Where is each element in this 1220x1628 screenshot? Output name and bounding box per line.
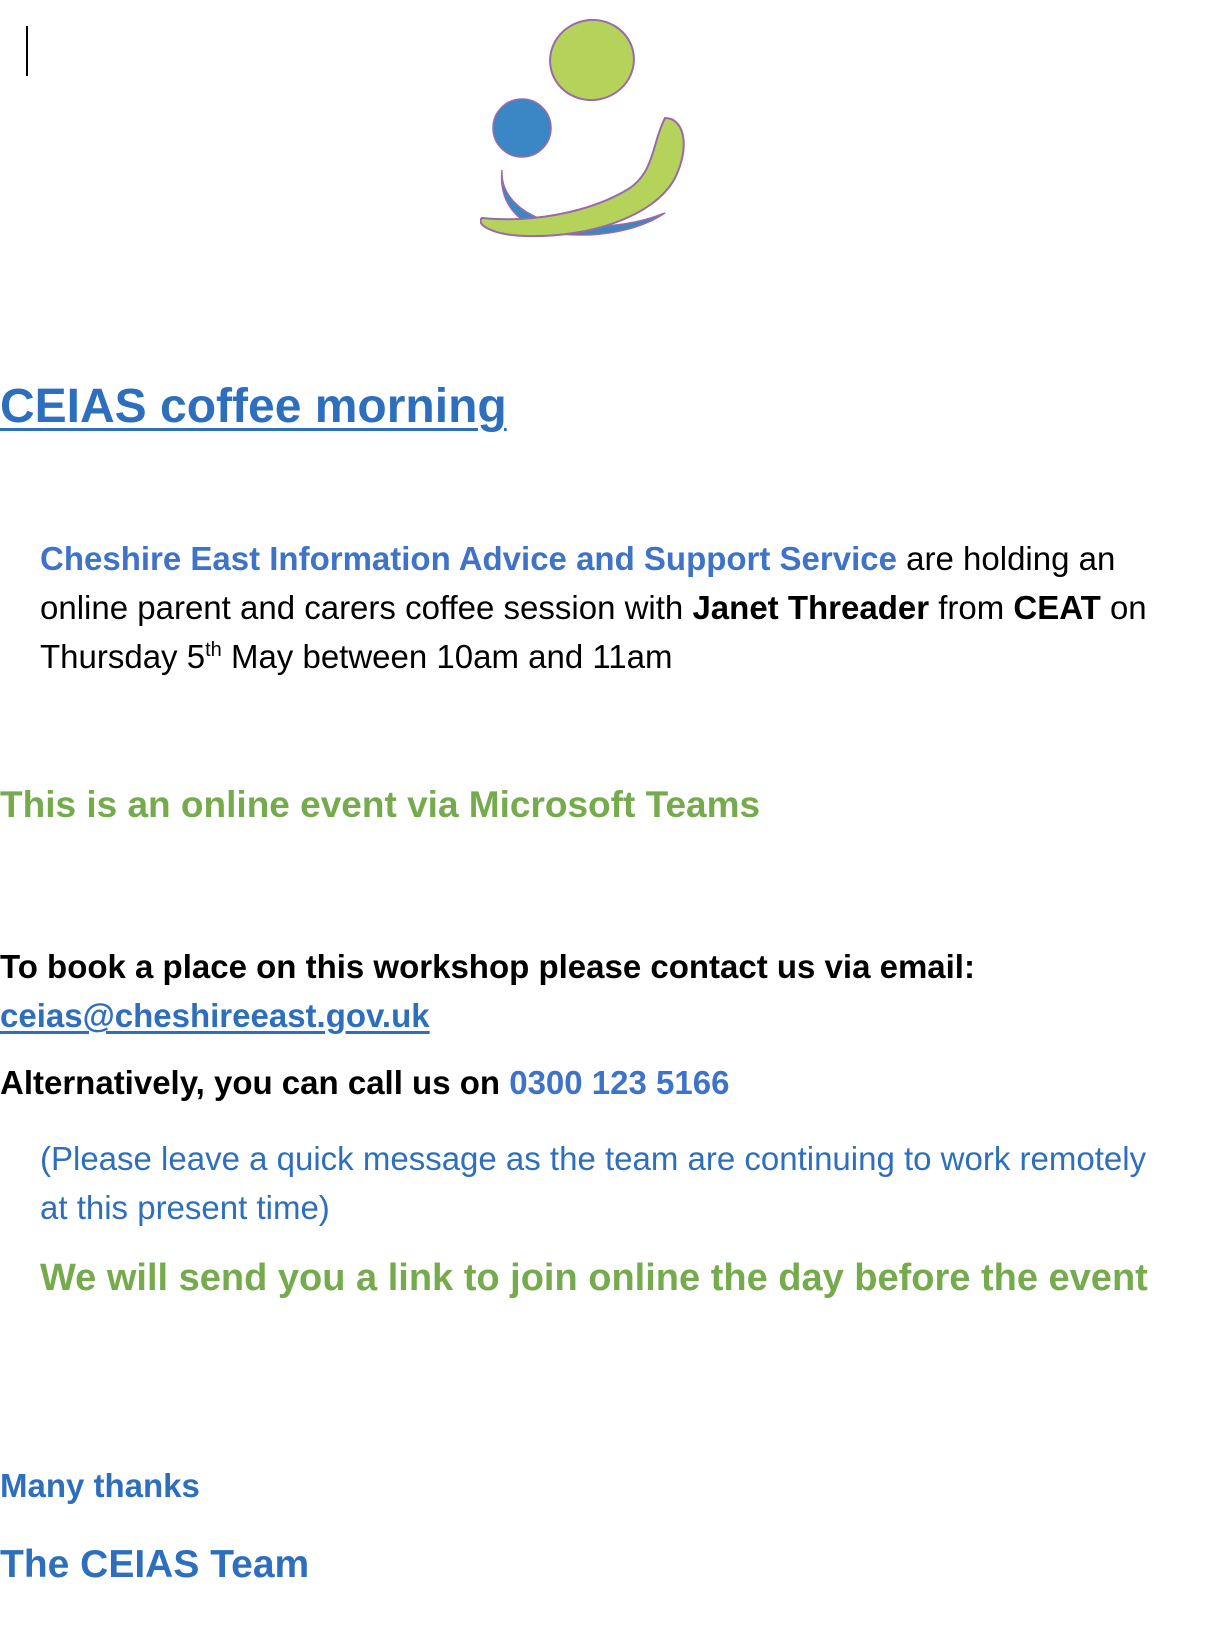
text-cursor [26,26,28,76]
call-text: Alternatively, you can call us on [0,1064,510,1101]
date-suffix: th [205,639,222,661]
online-event-notice: This is an online event via Microsoft Teams [0,784,761,825]
phone-number: 0300 123 5166 [509,1064,730,1101]
email-link[interactable]: ceias@cheshireeast.gov.uk [0,997,430,1034]
person-name: Janet Threader [692,589,930,626]
intro-text-4: May between 10am and 11am [221,638,673,675]
page-title: CEIAS coffee morning [0,380,507,433]
intro-text-2: from [929,589,1014,626]
message-note: (Please leave a quick message as the team are continuing to work remotely at this present time) [40,1140,1147,1226]
organisation-name: CEAT [1013,589,1101,626]
ceias-logo-icon [480,18,720,258]
sign-off-thanks: Many thanks [0,1467,200,1504]
booking-text: To book a place on this workshop please contact us via email: [0,948,975,985]
join-link-notice: We will send you a link to join online the day before the event [40,1257,1148,1299]
booking-section [0,942,1220,1040]
intro-paragraph [40,534,1180,681]
call-line [0,1064,1220,1102]
sign-off-team: The CEIAS Team [0,1543,310,1586]
intro-text-1: are holding an online parent and carers coffee session with [40,540,1116,626]
service-name: Cheshire East Information Advice and Support Service [40,540,897,577]
intro-text-3: on Thursday 5 [40,589,1147,675]
